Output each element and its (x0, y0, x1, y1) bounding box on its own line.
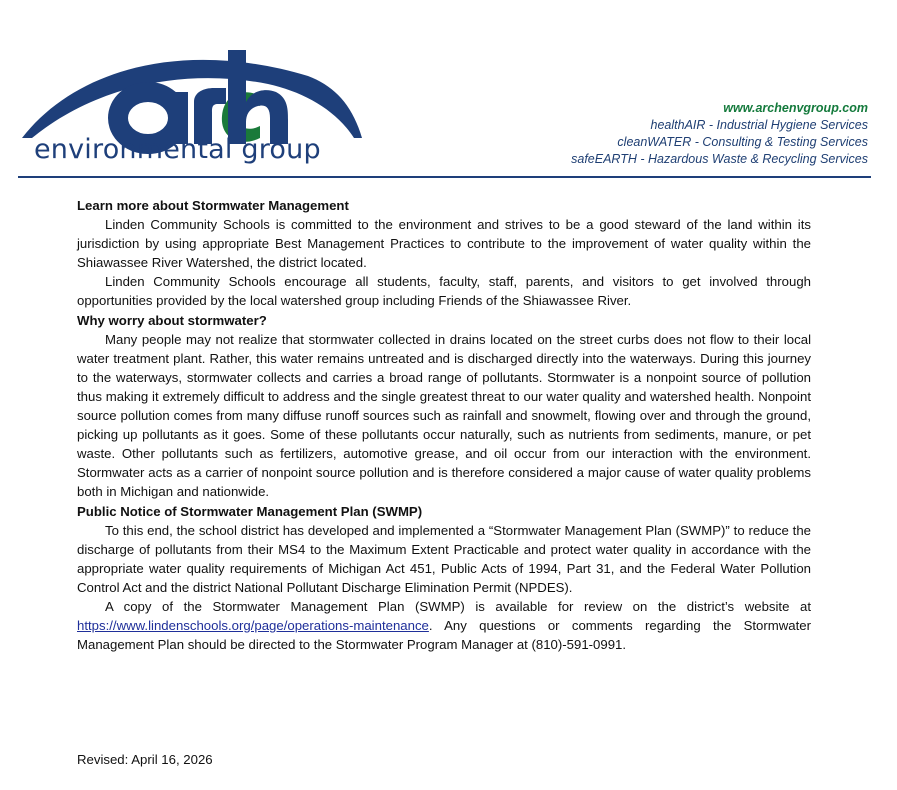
revised-date: Revised: April 16, 2026 (77, 752, 213, 767)
logo-wordmark: environmental group (34, 134, 321, 165)
paragraph-swmp-implemented: To this end, the school district has developed and implemented a “Stormwater Management Plan (SWMP)” to reduce the discharge of pollutants from their MS4 to the Maximum Extent Practicable and protect water quality in accordance with the appropriate water quality requirements of Michigan Act 451, Public Acts of 1994, Part 31, and the Federal Water Pollution Control Act and the district National Pollutant Discharge Elimination Permit (NPDES). (77, 522, 811, 595)
service-healthair: healthAIR - Industrial Hygiene Services (650, 118, 868, 132)
heading-why-worry: Why worry about stormwater? (77, 312, 267, 328)
paragraph-stormwater-pollution: Many people may not realize that stormwater collected in drains located on the street curbs does not flow to their local water treatment plant. Rather, this water remains untreated and is discharged directly into the waterways. During this journey to the waterways, stormwater collects and carries a broad range of pollutants. Stormwater is a nonpoint source of pollution thus making it extremely difficult to address and the single greatest threat to our water quality and watershed health. Nonpoint source pollution comes from many diffuse runoff sources such as rainfall and snowmelt, flowing over and through the ground, picking up pollutants as it goes. Some of these pollutants occur naturally, such as nutrients from sediments, manure, or pet waste. Other pollutants such as fertilizers, automotive grease, and oil occur from our interaction with the environment. Stormwater acts as a carrier of nonpoint source pollution and is therefore considered a major cause of water quality problems both in Michigan and nationwide. (77, 331, 811, 500)
heading-learn-more: Learn more about Stormwater Management (77, 198, 349, 213)
operations-maintenance-link[interactable]: https://www.lindenschools.org/page/operations-maintenance (77, 618, 429, 634)
paragraph-commitment: Linden Community Schools is committed to the environment and strives to be a good steward of the land within its jurisdiction by using appropriate Best Management Practices to contribute to the improvement of water quality within the Shiawassee River Watershed, the district located. (77, 217, 811, 271)
service-cleanwater: cleanWATER - Consulting & Testing Services (617, 135, 868, 149)
company-contact-block (571, 100, 868, 168)
company-website[interactable]: www.archenvgroup.com (723, 101, 868, 115)
swmp-text-before-link: A copy of the Stormwater Management Plan (SWMP) is available for review on the district’s website at (105, 598, 811, 614)
service-safeearth: safeEARTH - Hazardous Waste & Recycling Services (571, 152, 868, 166)
header-divider (18, 176, 871, 178)
paragraph-swmp-availability (77, 597, 811, 654)
heading-public-notice: Public Notice of Stormwater Management Plan (SWMP) (77, 503, 423, 519)
paragraph-get-involved: Linden Community Schools encourage all students, faculty, staff, parents, and visitors to get involved through opportunities provided by the local watershed group including Friends of the Shiawassee River. (77, 274, 811, 309)
swmp-text-after-link: . Any questions or comments regarding the Stormwater Management Plan should be directed to the Stormwater Program Manager at (810)-591-0991. (77, 618, 811, 653)
document-body (77, 196, 811, 654)
